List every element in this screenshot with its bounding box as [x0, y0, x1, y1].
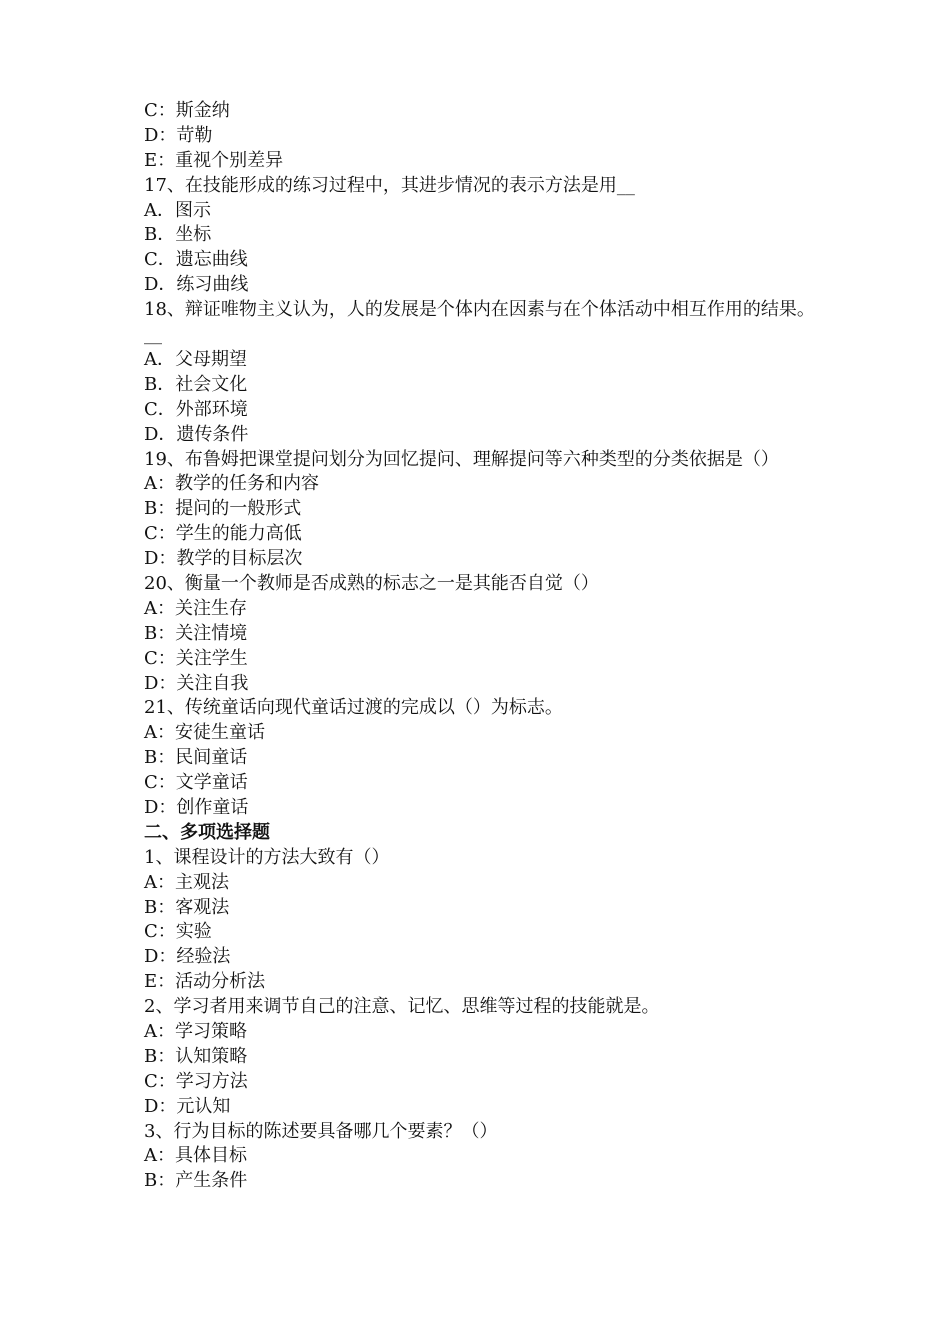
answer-option: A：关注生存 [144, 597, 247, 619]
answer-option: B．社会文化 [144, 373, 248, 395]
answer-option: D．遗传条件 [144, 423, 249, 445]
answer-option: A：主观法 [144, 871, 229, 893]
question-text: 3、行为目标的陈述要具备哪几个要素？（） [144, 1120, 498, 1142]
answer-option: B：客观法 [144, 896, 230, 918]
answer-option: C：文学童话 [144, 772, 248, 794]
answer-option: D：苛勒 [144, 124, 213, 146]
answer-option: C：关注学生 [144, 647, 248, 669]
section-heading: 二、多项选择题 [144, 821, 270, 843]
answer-option: D：元认知 [144, 1095, 231, 1117]
answer-option: D：教学的目标层次 [144, 548, 303, 570]
answer-option: B：认知策略 [144, 1045, 248, 1067]
answer-option: E：重视个别差异 [144, 149, 284, 171]
question-text: 1、课程设计的方法大致有（） [144, 846, 390, 868]
answer-option: C：学习方法 [144, 1070, 248, 1092]
question-text: 21、传统童话向现代童话过渡的完成以（）为标志。 [144, 697, 563, 719]
answer-option: C．遗忘曲线 [144, 249, 248, 271]
answer-option: C：学生的能力高低 [144, 523, 302, 545]
answer-option: B：关注情境 [144, 622, 248, 644]
answer-option: B：提问的一般形式 [144, 498, 302, 520]
answer-option: A．图示 [144, 199, 211, 221]
answer-option: A：具体目标 [144, 1145, 247, 1167]
question-text: 20、衡量一个教师是否成熟的标志之一是其能否自觉（） [144, 572, 599, 594]
answer-option: A：教学的任务和内容 [144, 473, 319, 495]
answer-option: C：实验 [144, 921, 212, 943]
answer-option: B．坐标 [144, 224, 212, 246]
question-text: 18、辩证唯物主义认为，人的发展是个体内在因素与在个体活动中相互作用的结果。__ [144, 299, 815, 346]
answer-option: C．外部环境 [144, 398, 248, 420]
answer-option: E：活动分析法 [144, 971, 266, 993]
answer-option: D．练习曲线 [144, 274, 249, 296]
answer-option: A：安徒生童话 [144, 722, 265, 744]
answer-option: D：创作童话 [144, 796, 249, 818]
answer-option: A：学习策略 [144, 1020, 247, 1042]
question-text: 2、学习者用来调节自己的注意、记忆、思维等过程的技能就是。 [144, 996, 660, 1018]
question-text: 17、在技能形成的练习过程中，其进步情况的表示方法是用__ [144, 174, 635, 196]
answer-option: A．父母期望 [144, 348, 247, 370]
question-text: 19、布鲁姆把课堂提问划分为回忆提问、理解提问等六种类型的分类依据是（） [144, 448, 779, 470]
answer-option: D：关注自我 [144, 672, 249, 694]
answer-option: B：民间童话 [144, 747, 248, 769]
answer-option: B：产生条件 [144, 1170, 248, 1192]
answer-option: C：斯金纳 [144, 100, 230, 121]
document-body [144, 99, 824, 1194]
answer-option: D：经验法 [144, 946, 231, 968]
